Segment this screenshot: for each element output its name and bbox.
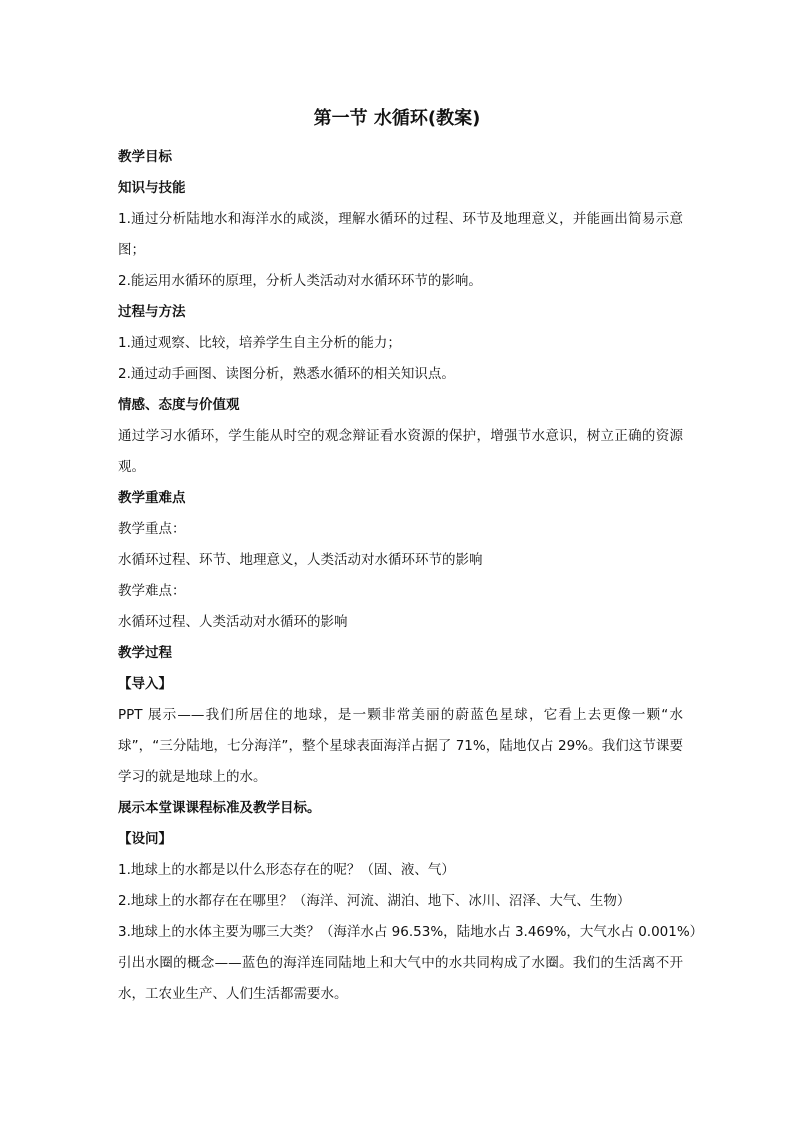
show-standard-text: 展示本堂课课程标准及教学目标。 — [118, 800, 321, 816]
key-point-label: 教学重点： — [118, 521, 186, 537]
knowledge-item-2: 2.能运用水循环的原理，分析人类活动对水循环环节的影响。 — [118, 273, 482, 289]
hydrosphere-text: 引出水圈的概念——蓝色的海洋连同陆地上和大气中的水共同构成了水圈。我们的生活离不开水，工农业生产、人们生活都需要水。 — [118, 955, 683, 1002]
knowledge-item-1: 1.通过分析陆地水和海洋水的咸淡，理解水循环的过程、环节及地理意义，并能画出简易示意图； — [118, 211, 683, 258]
question-item-1: 1.地球上的水都是以什么形态存在的呢？（固、液、气） — [118, 862, 455, 878]
goals-heading: 教学目标 — [118, 149, 172, 165]
process-heading: 过程与方法 — [118, 304, 186, 320]
teaching-process-heading: 教学过程 — [118, 645, 172, 661]
question-heading: 【设问】 — [118, 831, 172, 847]
document-body — [118, 142, 704, 1010]
emotion-heading: 情感、态度与价值观 — [118, 397, 240, 413]
question-item-3: 3.地球上的水体主要为哪三大类？（海洋水占 96.53%，陆地水占 3.469%，大气水占 0.001%） — [118, 924, 704, 940]
key-point-text: 水循环过程、环节、地理意义，人类活动对水循环环节的影响 — [118, 552, 483, 568]
process-item-1: 1.通过观察、比较，培养学生自主分析的能力； — [118, 335, 401, 351]
emotion-item-1: 通过学习水循环，学生能从时空的观念辩证看水资源的保护，增强节水意识，树立正确的资源观。 — [118, 428, 683, 475]
difficult-point-text: 水循环过程、人类活动对水循环的影响 — [118, 614, 348, 630]
intro-heading: 【导入】 — [118, 676, 172, 692]
process-item-2: 2.通过动手画图、读图分析，熟悉水循环的相关知识点。 — [118, 366, 455, 382]
page-title: 第一节 水循环(教案) — [313, 108, 481, 129]
key-points-heading: 教学重难点 — [118, 490, 186, 506]
difficult-point-label: 教学难点： — [118, 583, 186, 599]
intro-text: PPT 展示——我们所居住的地球，是一颗非常美丽的蔚蓝色星球，它看上去更像一颗“水球”，“三分陆地，七分海洋”，整个星球表面海洋占据了 71%，陆地仅占 29%。我们这节课要学习的就是地球上的水。 — [118, 707, 683, 785]
question-item-2: 2.地球上的水都存在在哪里？（海洋、河流、湖泊、地下、冰川、沼泽、大气、生物） — [118, 893, 631, 909]
knowledge-heading: 知识与技能 — [118, 180, 186, 196]
